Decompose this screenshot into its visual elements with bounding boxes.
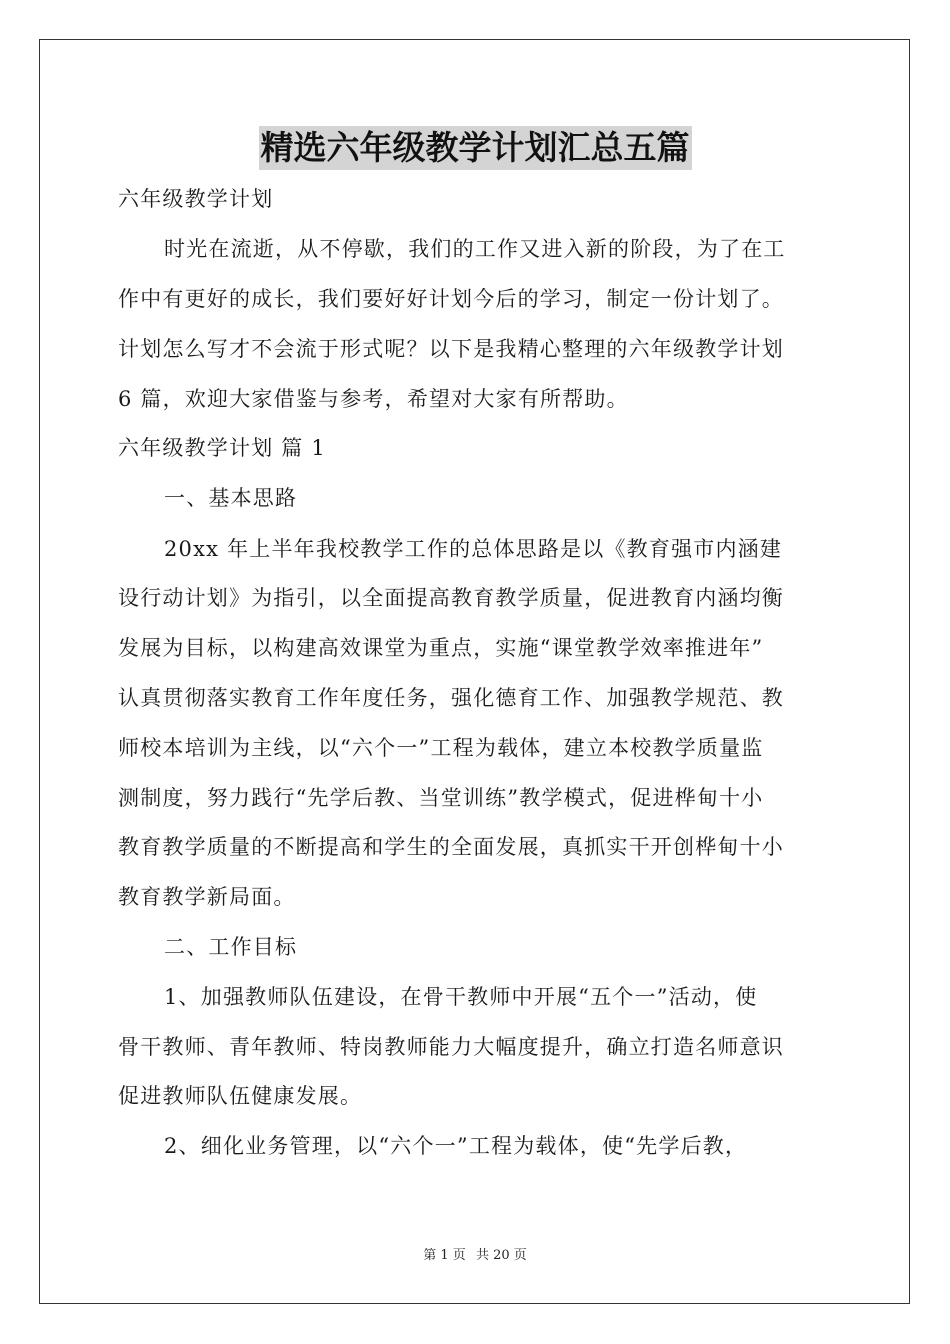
subsection-heading: 二、工作目标: [164, 935, 298, 959]
section-heading: 六年级教学计划: [118, 187, 274, 211]
paragraph-line: 教育教学新局面。: [118, 885, 296, 909]
paragraph-line: 作中有更好的成长，我们要好好计划今后的学习，制定一份计划了。: [118, 287, 784, 311]
page-total: 共 20 页: [475, 1248, 527, 1263]
paragraph-line: 设行动计划》为指引，以全面提高教育教学质量，促进教育内涵均衡: [118, 586, 784, 610]
paragraph-line: 认真贯彻落实教育工作年度任务，强化德育工作、加强教学规范、教: [118, 686, 784, 710]
paragraph-line: 促进教师队伍健康发展。: [118, 1084, 363, 1108]
page-number: 第 1 页: [423, 1248, 466, 1263]
subsection-heading: 一、基本思路: [164, 486, 298, 510]
paragraph-line: 发展为目标，以构建高效课堂为重点，实施“课堂教学效率推进年”: [118, 636, 764, 660]
paragraph-line: 测制度，努力践行“先学后教、当堂训练”教学模式，促进桦甸十小: [118, 786, 764, 810]
paragraph-line: 1、加强教师队伍建设，在骨干教师中开展“五个一”活动，使: [164, 985, 758, 1009]
paragraph-line: 时光在流逝，从不停歇，我们的工作又进入新的阶段，为了在工: [164, 237, 786, 261]
paragraph-line: 骨干教师、青年教师、特岗教师能力大幅度提升，确立打造名师意识: [118, 1035, 784, 1059]
title-container: [0, 126, 950, 170]
page-footer: [0, 1247, 950, 1265]
paragraph-line: 教育教学质量的不断提高和学生的全面发展，真抓实干开创桦甸十小: [118, 835, 784, 859]
paragraph-line: 2、细化业务管理，以“六个一”工程为载体，使“先学后教，: [164, 1134, 748, 1158]
section-heading: 六年级教学计划 篇 1: [118, 436, 326, 460]
paragraph-line: 师校本培训为主线，以“六个一”工程为载体，建立本校教学质量监: [118, 736, 764, 760]
paragraph-line: 6 篇，欢迎大家借鉴与参考，希望对大家有所帮助。: [118, 387, 629, 411]
document-title: 精选六年级教学计划汇总五篇: [259, 126, 692, 170]
paragraph-line: 计划怎么写才不会流于形式呢？以下是我精心整理的六年级教学计划: [118, 337, 784, 361]
paragraph-line: 20xx 年上半年我校教学工作的总体思路是以《教育强市内涵建: [164, 537, 783, 561]
page-border: [39, 39, 910, 1304]
